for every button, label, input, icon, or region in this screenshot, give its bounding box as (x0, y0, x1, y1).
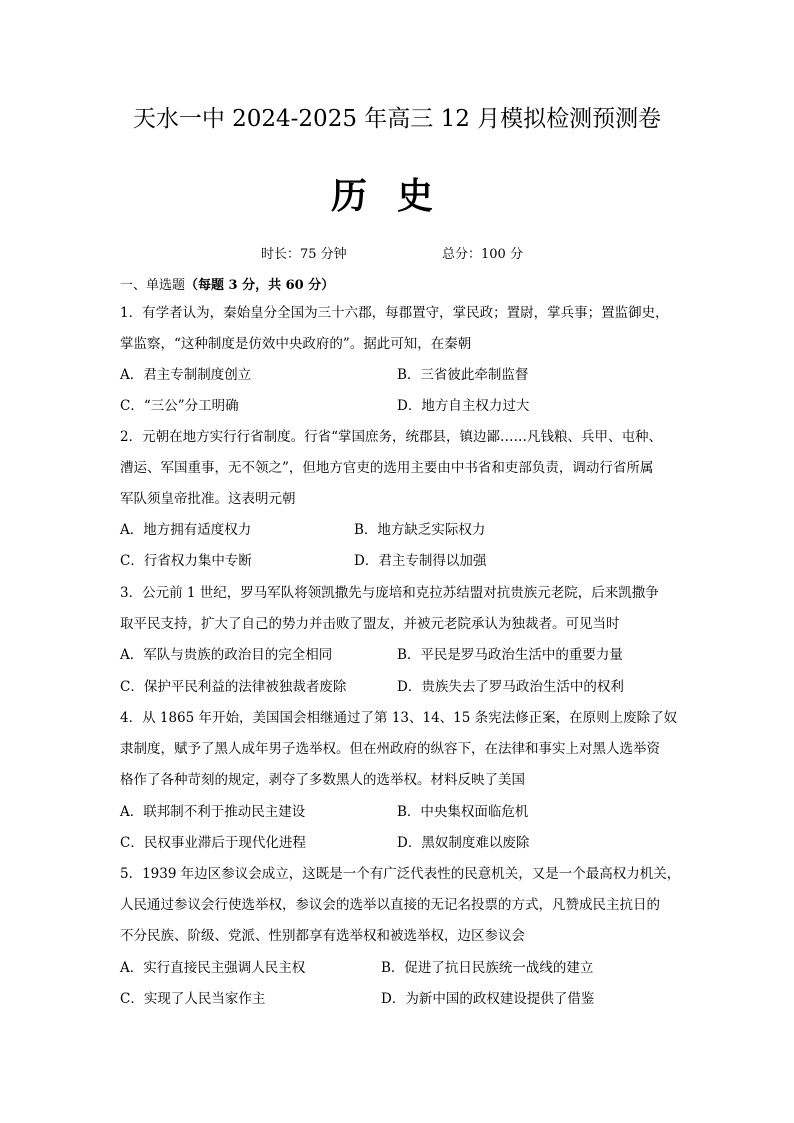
question-2-option-d: D．君主专制得以加强 (354, 553, 487, 569)
question-1-option-c: C．“三公”分工明确 (120, 398, 239, 414)
exam-total-score: 总分：100 分 (442, 247, 523, 262)
section-note: （每题 3 分，共 60 分） (185, 278, 335, 293)
section-heading (120, 274, 334, 293)
question-2-line-1: 2．元朝在地方实行行省制度。行省“掌国庶务，统郡县，镇边鄙……凡钱粮、兵甲、屯种、 (120, 429, 662, 445)
question-4-option-a: A．联邦制不利于推动民主建设 (120, 804, 306, 820)
question-2-option-a: A．地方拥有适度权力 (120, 522, 252, 538)
question-3-option-c: C．保护平民利益的法律被独裁者废除 (120, 679, 347, 695)
question-1-option-b: B．三省彼此牵制监督 (397, 367, 529, 383)
section-label: 一、单选题 (120, 278, 186, 293)
question-4-option-b: B．中央集权面临危机 (397, 804, 529, 820)
question-4-line-2: 隶制度，赋予了黑人成年男子选举权。但在州政府的纵容下，在法律和事实上对黑人选举资 (120, 741, 660, 757)
exam-duration: 时长：75 分钟 (261, 247, 347, 262)
question-4-option-c: C．民权事业滞后于现代化进程 (120, 835, 306, 851)
question-2-option-c: C．行省权力集中专断 (120, 553, 252, 569)
subject-title: 历史 (330, 175, 463, 217)
question-2-option-b: B．地方缺乏实际权力 (354, 522, 486, 538)
question-3-line-2: 取平民支持，扩大了自己的势力并击败了盟友，并被元老院承认为独裁者。可见当时 (120, 616, 620, 632)
question-5-option-b: B．促进了抗日民族统一战线的建立 (381, 960, 594, 976)
question-3-option-b: B．平民是罗马政治生活中的重要力量 (397, 647, 623, 663)
question-4-line-3: 格作了各种苛刻的规定，剥夺了多数黑人的选举权。材料反映了美国 (120, 772, 525, 788)
exam-title: 天水一中 2024-2025 年高三 12 月模拟检测预测卷 (132, 106, 662, 132)
question-5-option-d: D．为新中国的政权建设提供了借鉴 (381, 991, 595, 1007)
question-5-line-3: 不分民族、阶级、党派、性别都享有选举权和被选举权，边区参议会 (120, 928, 525, 944)
question-2-line-2: 漕运、军国重事，无不领之”，但地方官吏的选用主要由中书省和吏部负责，调动行省所属 (120, 460, 654, 476)
question-3-option-d: D．贵族失去了罗马政治生活中的权利 (397, 679, 624, 695)
question-1-option-a: A．君主专制制度创立 (120, 367, 252, 383)
question-3-option-a: A．军队与贵族的政治目的完全相同 (120, 647, 333, 663)
question-4-option-d: D．黑奴制度难以废除 (397, 835, 530, 851)
question-3-line-1: 3．公元前 1 世纪，罗马军队将领凯撒先与庞培和克拉苏结盟对抗贵族元老院，后来凯撒争 (120, 585, 659, 601)
question-2-line-3: 军队须皇帝批准。这表明元朝 (120, 491, 296, 507)
question-1-line-1: 1．有学者认为，秦始皇分全国为三十六郡，每郡置守，掌民政；置尉，掌兵事；置监御史， (120, 305, 669, 321)
question-5-line-1: 5．1939 年边区参议会成立，这既是一个有广泛代表性的民意机关，又是一个最高权力机关， (120, 866, 681, 882)
question-4-line-1: 4．从 1865 年开始，美国国会相继通过了第 13、14、15 条宪法修正案，在原则上废除了奴 (120, 710, 678, 726)
question-5-line-2: 人民通过参议会行使选举权，参议会的选举以直接的无记名投票的方式，凡赞成民主抗日的 (120, 897, 660, 913)
question-1-option-d: D．地方自主权力过大 (397, 398, 530, 414)
question-5-option-c: C．实现了人民当家作主 (120, 991, 266, 1007)
question-5-option-a: A．实行直接民主强调人民主权 (120, 960, 306, 976)
question-1-line-2: 掌监察，“这种制度是仿效中央政府的”。据此可知，在秦朝 (120, 336, 472, 352)
